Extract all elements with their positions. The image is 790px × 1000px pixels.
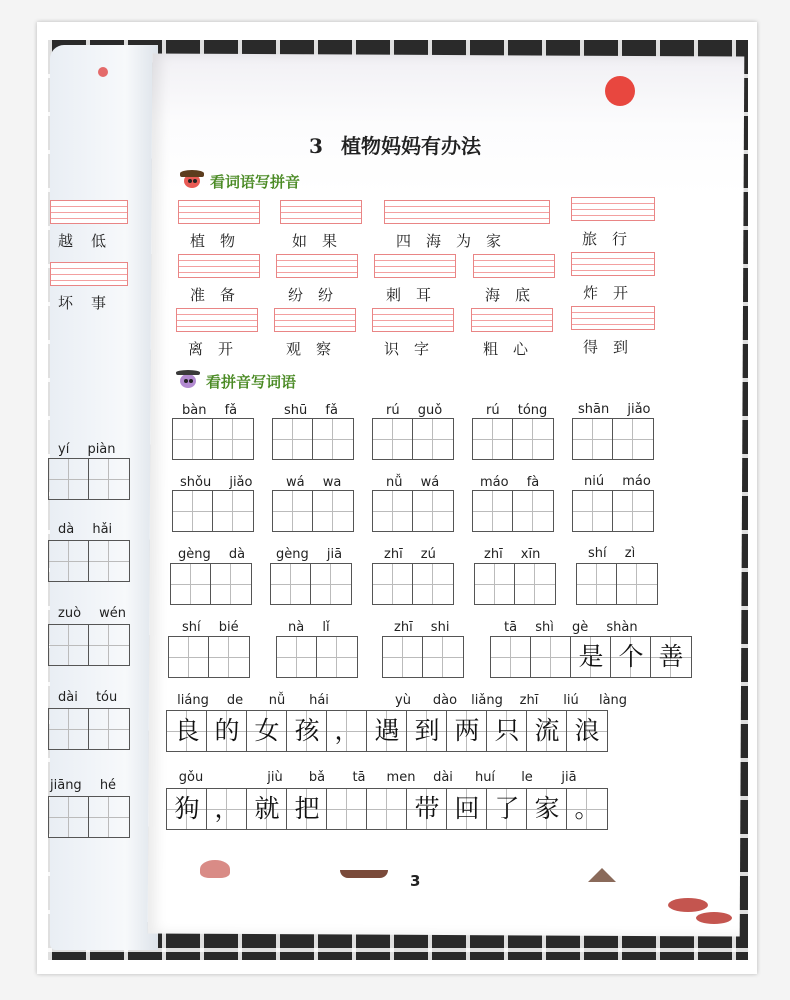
char-grid — [276, 636, 358, 678]
mascot-icon — [180, 170, 204, 192]
pinyin-box — [280, 200, 362, 224]
pinyin-box — [274, 308, 356, 332]
pinyin-label: rú tóng — [486, 403, 548, 418]
pinyin-box — [276, 254, 358, 278]
char-grid — [372, 563, 454, 605]
section2-title: 看拼音写词语 — [206, 372, 297, 391]
char-grid — [572, 418, 654, 460]
sentence-pinyin: nǚ — [268, 693, 286, 708]
sentence-pinyin: men — [386, 770, 416, 785]
left-word: 越低 — [58, 232, 125, 250]
sentence-char — [531, 637, 571, 677]
left-grid — [48, 624, 130, 666]
lesson-number: 3 — [309, 134, 323, 158]
boat-decoration — [340, 870, 388, 878]
rock-decoration — [696, 912, 732, 924]
pinyin-label: niú máo — [584, 474, 651, 489]
pinyin-box — [374, 254, 456, 278]
sentence-char — [491, 637, 531, 677]
sentence-char: 善 — [658, 642, 684, 671]
pinyin-label: gèng dà — [178, 547, 246, 562]
word: 海底 — [485, 286, 546, 304]
left-grid — [48, 540, 130, 582]
section1-title: 看词语写拼音 — [210, 172, 301, 191]
sentence-char: 带 — [414, 794, 440, 823]
char-grid — [272, 490, 354, 532]
sentence-char: 把 — [294, 794, 320, 823]
word: 粗心 — [483, 340, 544, 358]
pinyin-label: nà lǐ — [288, 620, 330, 635]
pinyin-label: gèng jiā — [276, 547, 343, 562]
sentence-pinyin: tā shì gè shàn — [504, 620, 638, 635]
left-word: 坏事 — [58, 294, 125, 312]
left-pinyin: yí piàn — [58, 442, 116, 457]
pinyin-label: zhī shi — [394, 620, 450, 635]
pinyin-box — [571, 197, 655, 221]
sentence-pinyin: bǎ — [308, 770, 326, 785]
pinyin-box — [50, 262, 128, 286]
sentence-char: 个 — [618, 642, 644, 671]
sentence-char: 是 — [578, 642, 604, 671]
sentence-pinyin-row-2 — [172, 693, 652, 708]
sentence-char: 遇 — [374, 716, 400, 745]
sentence-pinyin: de — [226, 693, 244, 708]
sentence-pinyin: hái — [309, 693, 329, 708]
hut-decoration — [588, 868, 616, 882]
left-pinyin: zuò wén — [58, 606, 127, 621]
pinyin-label: shí zì — [588, 546, 636, 561]
pinyin-box — [178, 254, 260, 278]
lesson-title — [0, 130, 790, 159]
pinyin-label: nǚ wá — [386, 475, 440, 490]
sentence-char: 流 — [534, 716, 560, 745]
rock-decoration — [668, 898, 708, 912]
word: 如果 — [292, 232, 353, 250]
section2-heading — [176, 370, 296, 392]
pinyin-label: wá wa — [286, 475, 342, 490]
sentence-pinyin: dài — [433, 770, 453, 785]
pinyin-label: shǒu jiǎo — [180, 475, 253, 490]
sentence-char: 了 — [494, 794, 520, 823]
pinyin-box — [176, 308, 258, 332]
char-grid — [272, 418, 354, 460]
char-grid — [170, 563, 252, 605]
sentence-char: 良 — [174, 716, 200, 745]
pinyin-label: shān jiǎo — [578, 402, 651, 417]
sentence-pinyin: jiù — [267, 770, 283, 785]
pinyin-box — [571, 252, 655, 276]
left-pinyin: jiāng hé — [50, 778, 117, 793]
sentence-char: 家 — [534, 794, 560, 823]
sentence-pinyin: le — [521, 770, 533, 785]
red-dot — [98, 67, 108, 77]
left-pinyin: dà hǎi — [58, 522, 113, 537]
sentence-pinyin: jiā — [561, 770, 577, 785]
sentence-grid-2 — [166, 710, 608, 752]
sentence-pinyin — [340, 693, 382, 708]
char-grid — [168, 636, 250, 678]
sentence-char: 浪 — [574, 716, 600, 745]
pinyin-label: rú guǒ — [386, 403, 443, 418]
word: 纷纷 — [288, 286, 349, 304]
char-grid — [372, 490, 454, 532]
word: 准备 — [190, 286, 251, 304]
sentence-char: 。 — [574, 794, 600, 823]
lesson-name: 植物妈妈有办法 — [340, 134, 481, 158]
sentence-char: 两 — [454, 716, 480, 745]
word: 识字 — [384, 340, 445, 358]
left-pinyin: dài tóu — [58, 690, 118, 705]
sentence-char: ， — [334, 716, 360, 745]
char-grid — [572, 490, 654, 532]
sentence-pinyin: gǒu — [178, 770, 204, 785]
left-grid — [48, 458, 130, 500]
word: 四海为家 — [396, 232, 517, 250]
char-grid — [472, 418, 554, 460]
pinyin-box — [372, 308, 454, 332]
sentence-char: 回 — [454, 794, 480, 823]
word: 得到 — [583, 338, 644, 356]
sentence-pinyin: làng — [598, 693, 628, 708]
section1-heading — [180, 170, 300, 192]
sentence-pinyin: huí — [474, 770, 496, 785]
char-grid — [270, 563, 352, 605]
sentence-pinyin: tā — [352, 770, 366, 785]
mascot-icon — [176, 370, 200, 392]
page-number: 3 — [410, 872, 421, 890]
word: 炸开 — [583, 284, 644, 302]
char-grid — [474, 563, 556, 605]
char-grid — [172, 418, 254, 460]
pinyin-label: shí bié — [182, 620, 239, 635]
pinyin-label: shū fǎ — [284, 403, 338, 418]
char-grid — [382, 636, 464, 678]
pinyin-box — [473, 254, 555, 278]
sentence-char: 狗 — [174, 794, 200, 823]
sentence-pinyin: dào — [432, 693, 458, 708]
word: 刺耳 — [386, 286, 447, 304]
word: 离开 — [188, 340, 249, 358]
pinyin-box — [178, 200, 260, 224]
sentence-char — [327, 789, 367, 829]
sentence-grid-3 — [166, 788, 608, 830]
lotus-decoration — [200, 860, 230, 878]
sentence-pinyin — [590, 770, 632, 785]
pinyin-label: máo fà — [480, 475, 540, 490]
sentence-pinyin — [212, 770, 254, 785]
word: 观察 — [286, 340, 347, 358]
sentence-char — [367, 789, 407, 829]
pinyin-box — [471, 308, 553, 332]
char-grid — [576, 563, 658, 605]
pinyin-box — [50, 200, 128, 224]
sentence-char: 的 — [214, 716, 240, 745]
pinyin-label: zhī zú — [384, 547, 436, 562]
sentence-pinyin: liǎng — [471, 693, 503, 708]
sentence-pinyin: liáng — [177, 693, 209, 708]
word: 旅行 — [582, 230, 643, 248]
pinyin-box — [384, 200, 550, 224]
pinyin-box — [571, 306, 655, 330]
pinyin-label: zhī xīn — [484, 547, 541, 562]
char-grid — [472, 490, 554, 532]
sentence-char: ， — [214, 794, 240, 823]
char-grid — [372, 418, 454, 460]
pinyin-label: bàn fǎ — [182, 403, 238, 418]
left-grid — [48, 796, 130, 838]
sentence-pinyin-row-3 — [170, 770, 650, 785]
sentence-grid-1 — [490, 636, 692, 678]
sentence-char: 就 — [254, 794, 280, 823]
word: 植物 — [190, 232, 251, 250]
left-grid — [48, 708, 130, 750]
sentence-pinyin: zhī — [519, 693, 539, 708]
char-grid — [172, 490, 254, 532]
red-sun-decoration — [605, 76, 635, 106]
sentence-char: 女 — [254, 716, 280, 745]
sentence-pinyin: liú — [563, 693, 579, 708]
sentence-char: 孩 — [294, 716, 320, 745]
sentence-char: 只 — [494, 716, 520, 745]
sentence-pinyin: yù — [395, 693, 411, 708]
sentence-char: 到 — [414, 716, 440, 745]
